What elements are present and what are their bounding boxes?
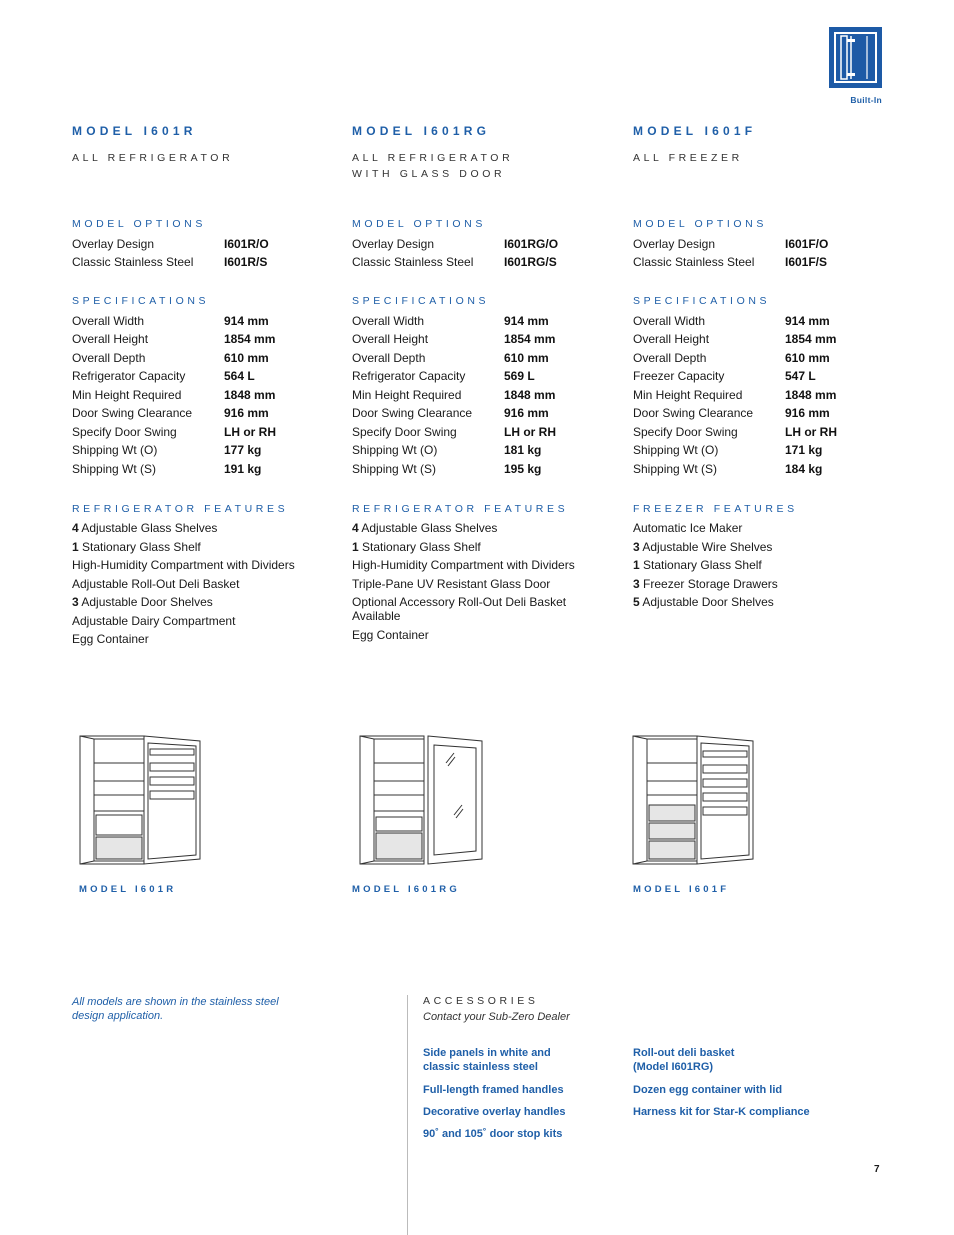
spec-label: Min Height Required xyxy=(633,388,743,402)
model-title: MODEL I601R xyxy=(72,124,197,138)
glass-door-refrigerator-illustration xyxy=(358,733,488,869)
feature-item xyxy=(352,595,602,623)
spec-value: 916 mm xyxy=(224,406,269,420)
feature-count: 5 xyxy=(633,595,640,609)
spec-label: Freezer Capacity xyxy=(633,369,725,383)
spec-label: Overall Width xyxy=(352,314,425,328)
options-heading: MODEL OPTIONS xyxy=(633,218,767,230)
features-heading: REFRIGERATOR FEATURES xyxy=(352,503,569,515)
spec-value: 1854 mm xyxy=(224,332,276,346)
accessories-subheading: Contact your Sub-Zero Dealer xyxy=(423,1011,570,1023)
feature-text: Freezer Storage Drawers xyxy=(643,577,778,591)
spec-value: 914 mm xyxy=(785,314,830,328)
option-label: Classic Stainless Steel xyxy=(352,255,474,269)
specs-heading: SPECIFICATIONS xyxy=(633,295,771,307)
model-subtitle: ALL REFRIGERATOR xyxy=(72,152,234,164)
spec-value: 916 mm xyxy=(785,406,830,420)
spec-value: 184 kg xyxy=(785,462,823,476)
spec-value: LH or RH xyxy=(224,425,276,439)
illustration-caption: MODEL I601R xyxy=(79,884,177,895)
model-title: MODEL I601RG xyxy=(352,124,491,138)
spec-value: 1848 mm xyxy=(785,388,837,402)
spec-label: Door Swing Clearance xyxy=(352,406,473,420)
spec-label: Overall Depth xyxy=(633,351,707,365)
accessory-item: Harness kit for Star-K compliance xyxy=(633,1106,810,1118)
option-value: I601R/S xyxy=(224,255,268,269)
spec-label: Specify Door Swing xyxy=(633,425,738,439)
logo-label: Built-In xyxy=(850,95,882,105)
page-number: 7 xyxy=(874,1164,880,1175)
feature-item xyxy=(72,540,332,554)
spec-value: 195 kg xyxy=(504,462,542,476)
spec-label: Specify Door Swing xyxy=(352,425,457,439)
spec-label: Overall Height xyxy=(352,332,429,346)
feature-text: Adjustable Door Shelves xyxy=(81,595,213,609)
specs-heading: SPECIFICATIONS xyxy=(352,295,490,307)
spec-label: Min Height Required xyxy=(72,388,182,402)
feature-item xyxy=(352,521,612,535)
vertical-divider xyxy=(407,995,408,1235)
feature-count: 1 xyxy=(352,540,359,554)
feature-text: Egg Container xyxy=(352,628,429,642)
feature-text: Stationary Glass Shelf xyxy=(82,540,201,554)
spec-label: Overall Depth xyxy=(352,351,426,365)
feature-item xyxy=(72,521,332,535)
spec-value: 181 kg xyxy=(504,443,542,457)
feature-text: High-Humidity Compartment with Dividers xyxy=(72,558,295,572)
feature-count: 1 xyxy=(633,558,640,572)
feature-count: 3 xyxy=(633,540,640,554)
feature-text: High-Humidity Compartment with Dividers xyxy=(352,558,575,572)
accessory-item: Full-length framed handles xyxy=(423,1084,564,1096)
spec-label: Shipping Wt (S) xyxy=(352,462,437,476)
feature-item xyxy=(72,614,332,628)
spec-label: Specify Door Swing xyxy=(72,425,177,439)
spec-value: LH or RH xyxy=(785,425,837,439)
spec-value: 914 mm xyxy=(224,314,269,328)
features-heading: REFRIGERATOR FEATURES xyxy=(72,503,289,515)
feature-text: Optional Accessory Roll-Out Deli Basket Available xyxy=(352,595,567,623)
feature-text: Adjustable Roll-Out Deli Basket xyxy=(72,577,240,591)
feature-item xyxy=(352,540,612,554)
spec-label: Shipping Wt (S) xyxy=(72,462,157,476)
spec-value: 610 mm xyxy=(224,351,269,365)
spec-label: Overall Width xyxy=(633,314,706,328)
spec-value: 569 L xyxy=(504,369,535,383)
feature-text: Adjustable Dairy Compartment xyxy=(72,614,236,628)
feature-item xyxy=(72,577,332,591)
accessory-item: 90˚ and 105˚ door stop kits xyxy=(423,1128,563,1140)
feature-item xyxy=(72,595,332,609)
accessory-item: Dozen egg container with lid xyxy=(633,1084,783,1096)
spec-value: 1848 mm xyxy=(224,388,276,402)
stainless-note: All models are shown in the stainless steel design application. xyxy=(72,996,279,1022)
feature-item xyxy=(352,558,612,572)
spec-label: Door Swing Clearance xyxy=(633,406,754,420)
feature-text: Stationary Glass Shelf xyxy=(643,558,762,572)
feature-text: Automatic Ice Maker xyxy=(633,521,743,535)
spec-value: 916 mm xyxy=(504,406,549,420)
accessory-item: Side panels in white and classic stainless steel xyxy=(423,1047,551,1073)
option-value: I601RG/S xyxy=(504,255,557,269)
illustration-caption: MODEL I601RG xyxy=(352,884,460,895)
spec-label: Overall Height xyxy=(72,332,149,346)
spec-label: Refrigerator Capacity xyxy=(352,369,466,383)
spec-value: 610 mm xyxy=(504,351,549,365)
spec-value: 1854 mm xyxy=(504,332,556,346)
spec-label: Shipping Wt (O) xyxy=(72,443,158,457)
feature-item xyxy=(352,628,612,642)
accessory-item: Decorative overlay handles xyxy=(423,1106,566,1118)
spec-value: LH or RH xyxy=(504,425,556,439)
feature-item xyxy=(633,577,893,591)
feature-item xyxy=(633,595,893,609)
built-in-logo-icon xyxy=(829,27,882,88)
features-heading: FREEZER FEATURES xyxy=(633,503,798,515)
feature-text: Triple-Pane UV Resistant Glass Door xyxy=(352,577,551,591)
option-label: Classic Stainless Steel xyxy=(72,255,194,269)
spec-label: Door Swing Clearance xyxy=(72,406,193,420)
feature-item xyxy=(72,632,332,646)
option-label: Overlay Design xyxy=(72,237,155,251)
option-label: Overlay Design xyxy=(352,237,435,251)
refrigerator-illustration xyxy=(78,733,208,869)
feature-text: Adjustable Glass Shelves xyxy=(361,521,498,535)
feature-item xyxy=(633,521,893,535)
spec-label: Min Height Required xyxy=(352,388,462,402)
feature-text: Egg Container xyxy=(72,632,149,646)
model-subtitle: ALL REFRIGERATOR WITH GLASS DOOR xyxy=(352,152,514,180)
spec-label: Shipping Wt (S) xyxy=(633,462,718,476)
option-value: I601F/O xyxy=(785,237,829,251)
feature-text: Adjustable Wire Shelves xyxy=(642,540,773,554)
model-subtitle: ALL FREEZER xyxy=(633,152,743,164)
spec-value: 177 kg xyxy=(224,443,262,457)
options-heading: MODEL OPTIONS xyxy=(352,218,486,230)
option-value: I601R/O xyxy=(224,237,269,251)
feature-item xyxy=(352,577,612,591)
options-heading: MODEL OPTIONS xyxy=(72,218,206,230)
accessory-item: Roll-out deli basket (Model I601RG) xyxy=(633,1047,735,1073)
feature-count: 1 xyxy=(72,540,79,554)
spec-label: Overall Depth xyxy=(72,351,146,365)
spec-label: Overall Width xyxy=(72,314,145,328)
spec-value: 547 L xyxy=(785,369,816,383)
spec-value: 564 L xyxy=(224,369,255,383)
feature-count: 3 xyxy=(72,595,79,609)
spec-value: 171 kg xyxy=(785,443,823,457)
feature-count: 3 xyxy=(633,577,640,591)
spec-value: 914 mm xyxy=(504,314,549,328)
feature-text: Stationary Glass Shelf xyxy=(362,540,481,554)
feature-item xyxy=(72,558,332,572)
feature-item xyxy=(633,558,893,572)
spec-value: 1848 mm xyxy=(504,388,556,402)
option-value: I601RG/O xyxy=(504,237,559,251)
illustration-caption: MODEL I601F xyxy=(633,884,730,895)
built-in-logo xyxy=(829,27,882,88)
feature-count: 4 xyxy=(72,521,79,535)
option-value: I601F/S xyxy=(785,255,828,269)
spec-value: 1854 mm xyxy=(785,332,837,346)
freezer-illustration xyxy=(631,733,761,869)
feature-item xyxy=(633,540,893,554)
feature-text: Adjustable Door Shelves xyxy=(642,595,774,609)
spec-label: Shipping Wt (O) xyxy=(352,443,438,457)
feature-text: Adjustable Glass Shelves xyxy=(81,521,218,535)
spec-label: Shipping Wt (O) xyxy=(633,443,719,457)
model-title: MODEL I601F xyxy=(633,124,757,138)
spec-value: 191 kg xyxy=(224,462,262,476)
spec-value: 610 mm xyxy=(785,351,830,365)
spec-label: Overall Height xyxy=(633,332,710,346)
specs-heading: SPECIFICATIONS xyxy=(72,295,210,307)
option-label: Overlay Design xyxy=(633,237,716,251)
option-label: Classic Stainless Steel xyxy=(633,255,755,269)
spec-label: Refrigerator Capacity xyxy=(72,369,186,383)
accessories-heading: ACCESSORIES xyxy=(423,995,539,1007)
feature-count: 4 xyxy=(352,521,359,535)
